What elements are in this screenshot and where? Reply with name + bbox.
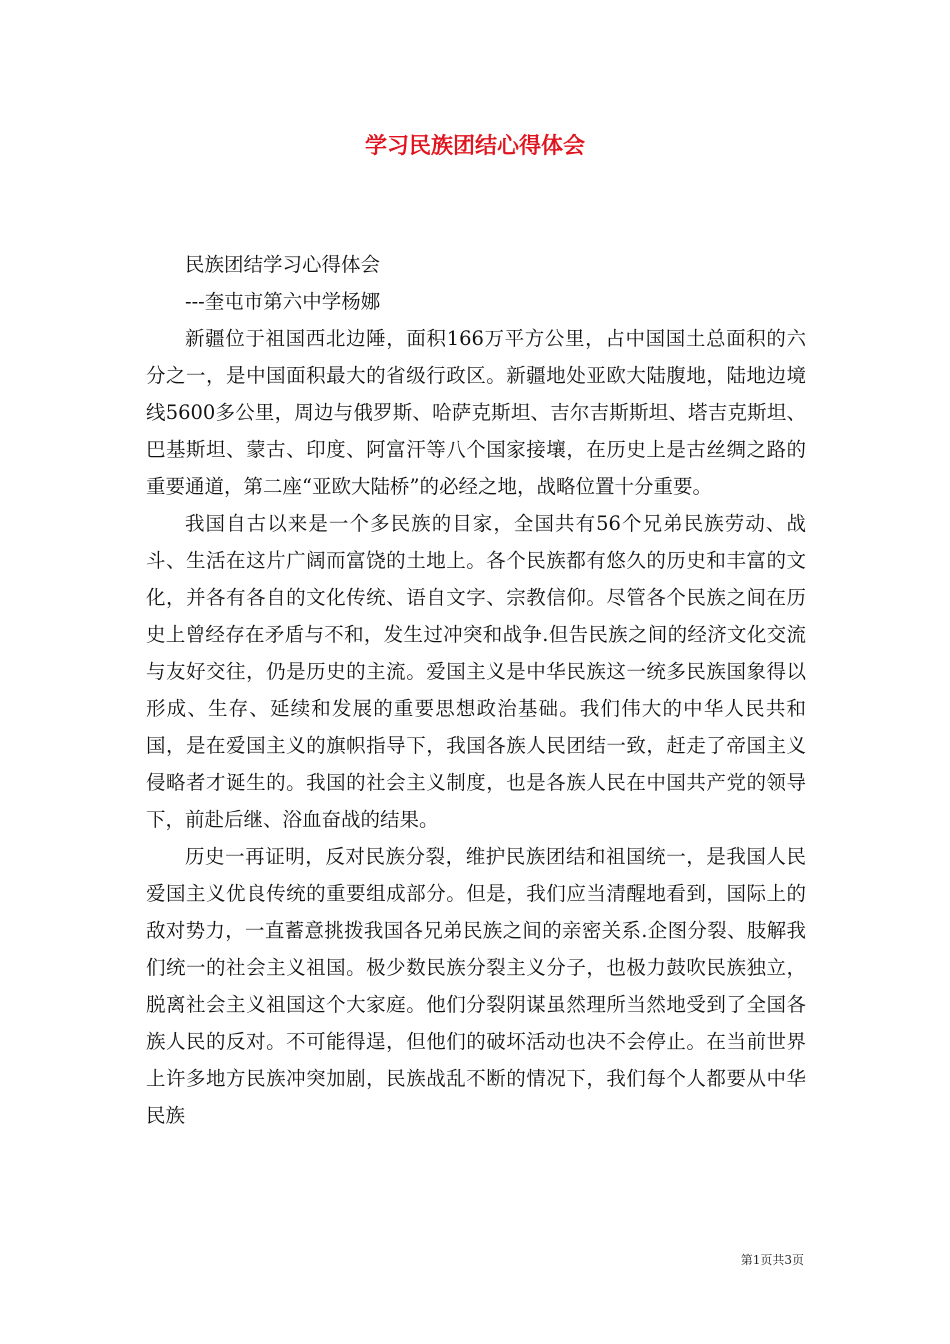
paragraph-2: 我国自古以来是一个多民族的目家，全国共有56个兄弟民族劳动、战斗、生活在这片广阔而富饶的土地上。各个民族都有悠久的历史和丰富的文化，并各有各自的文化传统、语自文字、宗教信仰。尽管各个民族之间在历史上曾经存在矛盾与不和，发生过冲突和战争.但告民族之间的经济文化交流与友好交往，仍是历史的主流。爱国主义是中华民族这一统多民族国象得以形成、生存、延续和发展的重要思想政治基础。我们伟大的中华人民共和国，是在爱国主义的旗帜指导下，我国各族人民团结一致，赶走了帝国主义侵略者才诞生的。我国的社会主义制度，也是各族人民在中国共产党的领导下，前赴后继、浴血奋战的结果。 (146, 512, 806, 831)
page-number-footer: 第1页共3页 (740, 1253, 804, 1267)
document-subtitle: 民族团结学习心得体会 (185, 253, 381, 276)
document-title: 学习民族团结心得体会 (364, 133, 585, 159)
author-line: ---奎屯市第六中学杨娜 (185, 290, 381, 313)
document-body (146, 246, 806, 1134)
paragraph-1: 新疆位于祖国西北边陲，面积166万平方公里，占中国国土总面积的六分之一，是中国面积最大的省级行政区。新疆地处亚欧大陆腹地，陆地边境线5600多公里，周边与俄罗斯、哈萨克斯坦、吉尔吉斯斯坦、塔吉克斯坦、巴基斯坦、蒙古、印度、阿富汗等八个国家接壤，在历史上是古丝绸之路的重要通道，第二座“亚欧大陆桥”的必经之地，战略位置十分重要。 (146, 327, 806, 498)
paragraph-3: 历史一再证明，反对民族分裂，维护民族团结和祖国统一，是我国人民爱国主义优良传统的重要组成部分。但是，我们应当清醒地看到，国际上的敌对势力，一直蓄意挑拨我国各兄弟民族之间的亲密关系.企图分裂、肢解我们统一的社会主义祖国。极少数民族分裂主义分子，也极力鼓吹民族独立，脱离社会主义祖国这个大家庭。他们分裂阴谋虽然理所当然地受到了全国各族人民的反对。不可能得逞，但他们的破坏活动也决不会停止。在当前世界上许多地方民族冲突加剧，民族战乱不断的情况下，我们每个人都要从中华民族 (146, 845, 806, 1127)
